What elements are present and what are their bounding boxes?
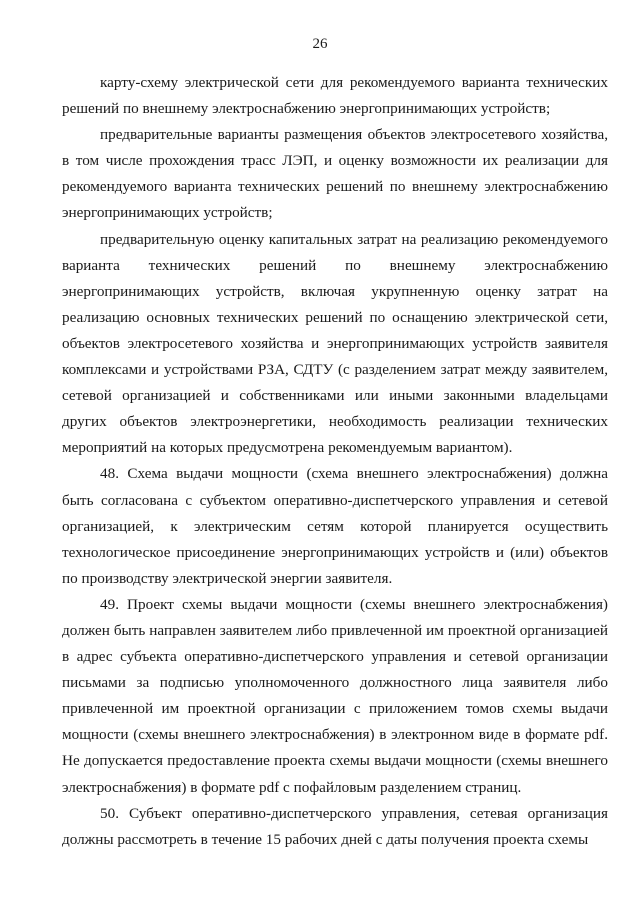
paragraph-placement-variants: предварительные варианты размещения объектов электросетевого хозяйства, в том числе прохождения трасс ЛЭП, и оценку возможности их реализации для рекомендуемого варианта технических решений по внешнему электроснабжению энергопринимающих устройств;: [62, 126, 608, 222]
paragraph-map-scheme: карту-схему электрической сети для рекомендуемого варианта технических решений по внешнему электроснабжению энергопринимающих устройств;: [62, 74, 608, 118]
document-body: [62, 70, 608, 853]
paragraph-cost-estimate: предварительную оценку капитальных затрат на реализацию рекомендуемого варианта технических решений по внешнему электроснабжению энергопринимающих устройств, включая укрупненную оценку затрат на реализацию основных технических решений по оснащению электрической сети, объектов электросетевого хозяйства и энергопринимающих устройств заявителя комплексами и устройствами РЗА, СДТУ (с разделением затрат между заявителем, сетевой организацией и собственниками или иными законными владельцами других объектов электроэнергетики, необходимость реализации технических мероприятий на которых предусмотрена рекомендуемым вариантом).: [62, 230, 608, 457]
paragraph-item-49: 49. Проект схемы выдачи мощности (схемы внешнего электроснабжения) должен быть направлен заявителем либо привлеченной им проектной организацией в адрес субъекта оперативно-диспетчерского управления и сетевой организации письмами за подписью уполномоченного должностного лица заявителя либо привлеченной им проектной организации с приложением томов схемы выдачи мощности (схемы внешнего электроснабжения) в электронном виде в формате pdf. Не допускается предоставление проекта схемы выдачи мощности (схемы внешнего электроснабжения) в формате pdf с пофайловым разделением страниц.: [62, 595, 608, 796]
page-number: 26: [312, 36, 328, 52]
paragraph-item-50: 50. Субъект оперативно-диспетчерского управления, сетевая организация должны рассмотреть в течение 15 рабочих дней с даты получения проекта схемы: [62, 804, 608, 848]
paragraph-item-48: 48. Схема выдачи мощности (схема внешнего электроснабжения) должна быть согласована с субъектом оперативно-диспетчерского управления и сетевой организацией, к электрическим сетям которой планируется осуществить технологическое присоединение энергопринимающих устройств и (или) объектов по производству электрической энергии заявителя.: [62, 465, 608, 587]
